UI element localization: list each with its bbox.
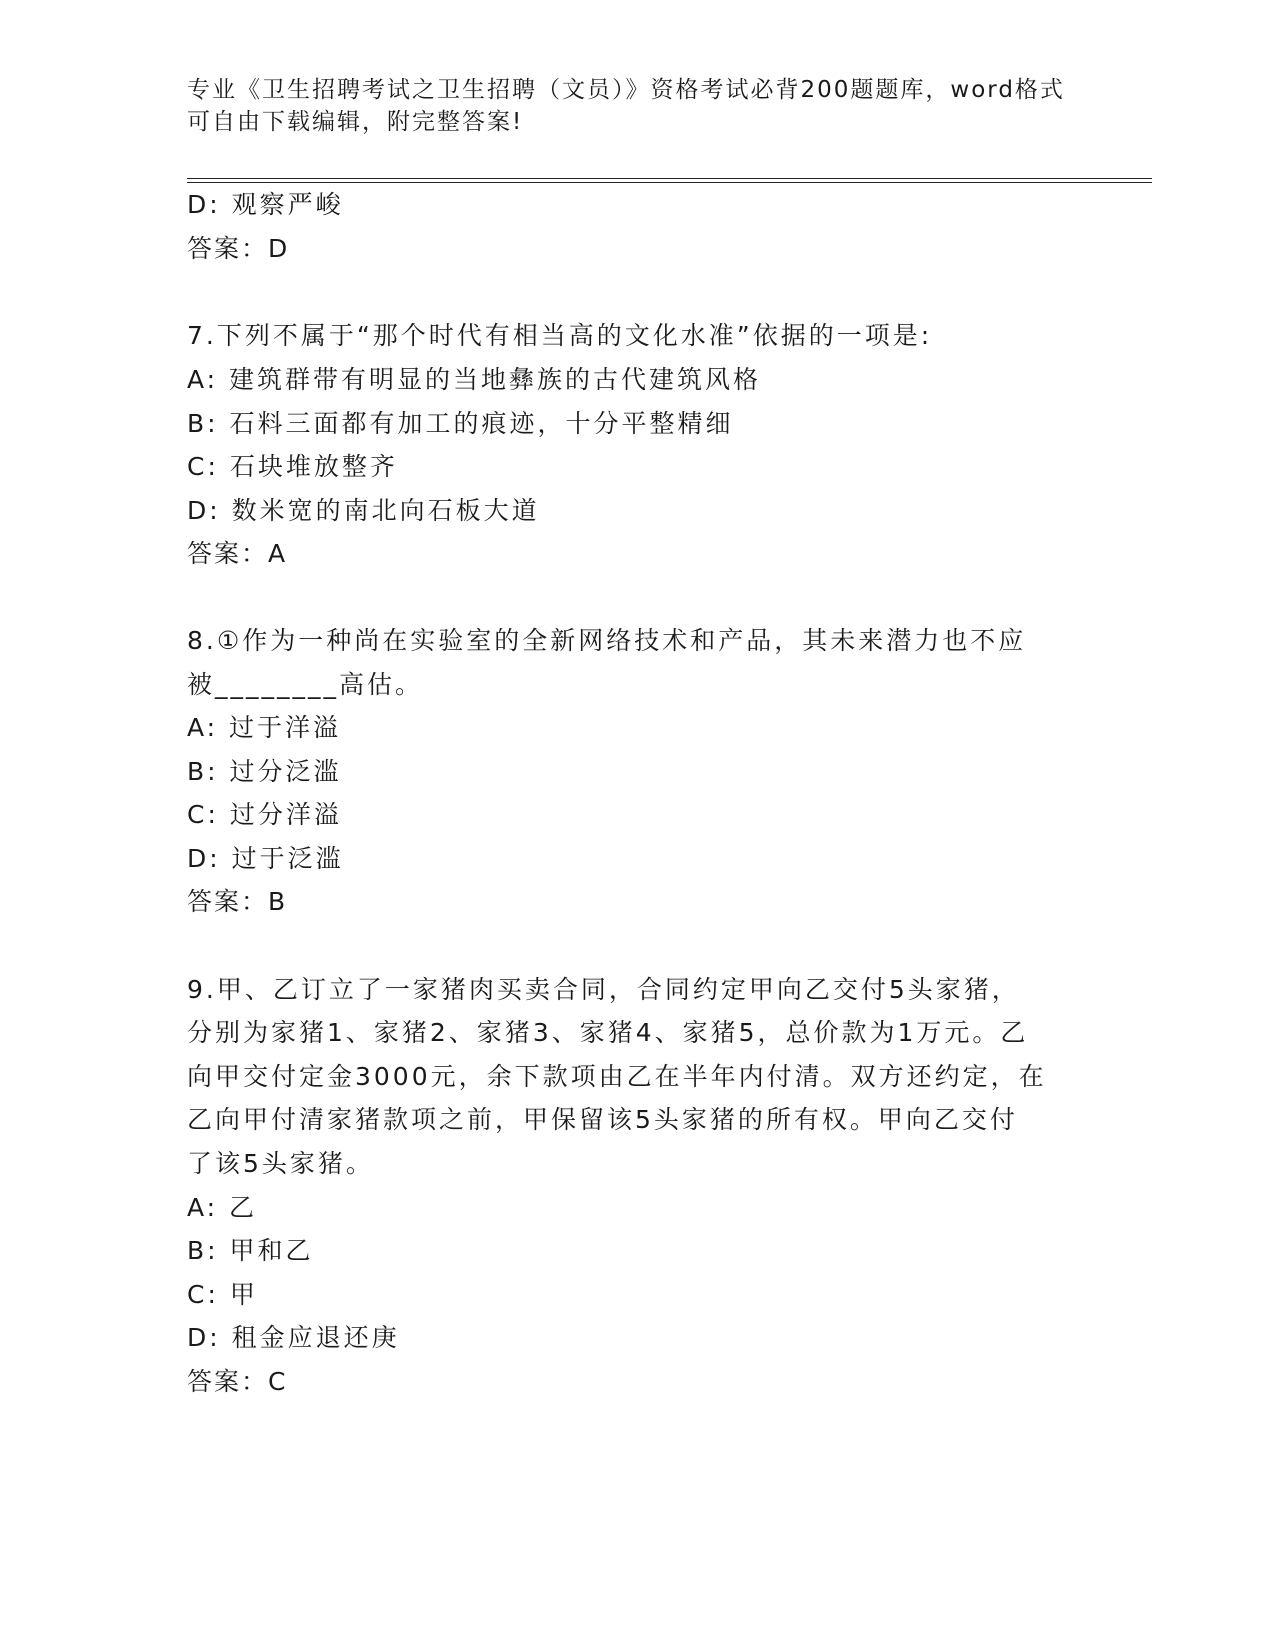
question-7-stem-line-1: 7.下列不属于“那个时代有相当高的文化水准”依据的一项是:: [187, 321, 933, 350]
question-9-option-c: C: 甲: [187, 1280, 258, 1309]
question-8-answer: 答案：B: [187, 887, 288, 916]
question-8-stem-line-1: 8.①作为一种尚在实验室的全新网络技术和产品，其未来潜力也不应: [187, 626, 1027, 655]
question-9-stem-line-2: 分别为家猪1、家猪2、家猪3、家猪4、家猪5，总价款为1万元。乙: [187, 1018, 1029, 1047]
question-9-stem-line-4: 乙向甲付清家猪款项之前，甲保留该5头家猪的所有权。甲向乙交付: [187, 1105, 1018, 1134]
question-9-option-d: D: 租金应退还庚: [187, 1323, 400, 1352]
header-divider-top: [187, 178, 1152, 179]
prev-question-option-d: D: 观察严峻: [187, 190, 344, 219]
question-9-answer: 答案：C: [187, 1367, 288, 1396]
prev-question-answer: 答案：D: [187, 234, 290, 263]
question-8-option-c: C: 过分洋溢: [187, 800, 342, 829]
question-8-option-d: D: 过于泛滥: [187, 844, 344, 873]
question-9-stem-line-3: 向甲交付定金3000元，余下款项由乙在半年内付清。双方还约定，在: [187, 1062, 1047, 1091]
question-9-option-b: B: 甲和乙: [187, 1236, 314, 1265]
question-8-stem-line-2: 被________高估。: [187, 670, 424, 699]
question-8-option-b: B: 过分泛滥: [187, 757, 342, 786]
question-7-option-b: B: 石料三面都有加工的痕迹，十分平整精细: [187, 409, 734, 438]
question-9-option-a: A: 乙: [187, 1193, 258, 1222]
question-8-option-a: A: 过于洋溢: [187, 713, 342, 742]
header-title-line-1: 专业《卫生招聘考试之卫生招聘（文员）》资格考试必背200题题库，word格式: [187, 77, 1065, 103]
question-9-stem-line-1: 9.甲、乙订立了一家猪肉买卖合同，合同约定甲向乙交付5头家猪，: [187, 975, 1020, 1004]
question-7-option-d: D: 数米宽的南北向石板大道: [187, 496, 540, 525]
header-divider-bottom: [187, 182, 1152, 183]
document-header: [187, 74, 1067, 138]
question-7-option-a: A: 建筑群带有明显的当地彝族的古代建筑风格: [187, 365, 762, 394]
question-7-option-c: C: 石块堆放整齐: [187, 452, 398, 481]
question-7-answer: 答案：A: [187, 539, 288, 568]
question-9-stem-line-5: 了该5头家猪。: [187, 1149, 374, 1178]
header-title-line-2: 可自由下载编辑，附完整答案!: [187, 109, 524, 135]
